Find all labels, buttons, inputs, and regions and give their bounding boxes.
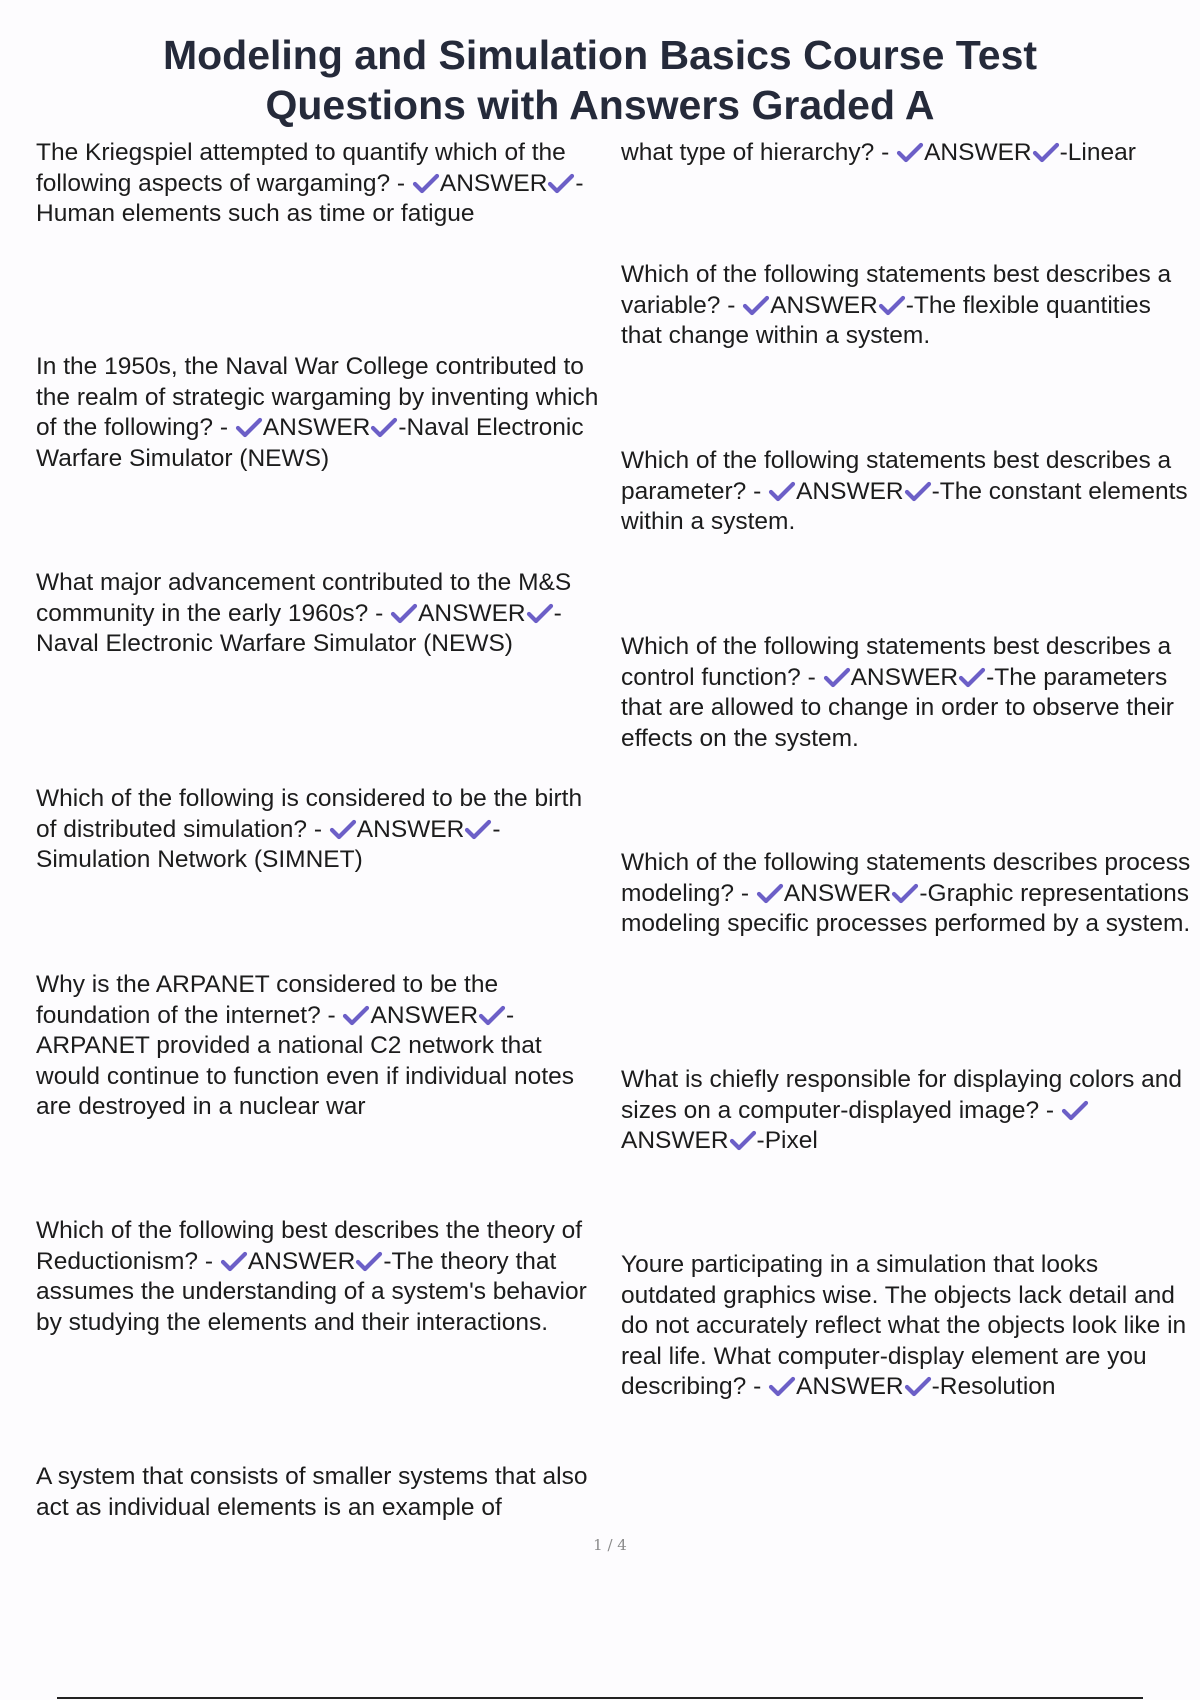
answer-label: ANSWER bbox=[418, 599, 526, 627]
checkmark-icon bbox=[904, 480, 932, 502]
question-item bbox=[36, 138, 608, 230]
answer-text: -The constant elements within a system. bbox=[621, 477, 1188, 535]
question-text: In the 1950s, the Naval War College contributed to the realm of strategic wargaming by inventing which of the following? - bbox=[36, 353, 599, 441]
question-item bbox=[621, 446, 1196, 538]
checkmark-icon bbox=[390, 602, 418, 624]
answer-text: -Resolution bbox=[931, 1373, 1056, 1400]
question-text: A system that consists of smaller systems that also act as individual elements is an example of bbox=[36, 1463, 588, 1521]
footer-divider bbox=[57, 1697, 1143, 1699]
answer-label: ANSWER bbox=[770, 291, 878, 319]
checkmark-icon bbox=[768, 480, 796, 502]
checkmark-icon bbox=[370, 416, 398, 438]
question-text: what type of hierarchy? - bbox=[621, 139, 890, 166]
answer-text: -Linear bbox=[1059, 139, 1136, 166]
checkmark-icon bbox=[729, 1129, 757, 1151]
checkmark-icon bbox=[235, 416, 263, 438]
answer-label: ANSWER bbox=[621, 1127, 729, 1154]
question-text: What major advancement contributed to the M&S community in the early 1960s? - bbox=[36, 569, 572, 627]
checkmark-icon bbox=[526, 602, 554, 624]
checkmark-icon bbox=[756, 882, 784, 904]
checkmark-icon bbox=[891, 882, 919, 904]
question-item bbox=[36, 1216, 608, 1338]
answer-label: ANSWER bbox=[796, 477, 904, 505]
checkmark-icon bbox=[478, 1004, 506, 1026]
question-item bbox=[621, 632, 1196, 754]
answer-text: -ARPANET provided a national C2 network that would continue to function even if individual notes are destroyed in a nuclear war bbox=[36, 1001, 574, 1120]
checkmark-icon bbox=[878, 294, 906, 316]
question-text: Which of the following statements best describes a control function? - bbox=[621, 633, 1172, 691]
checkmark-icon bbox=[355, 1250, 383, 1272]
checkmark-icon bbox=[904, 1375, 932, 1397]
checkmark-icon bbox=[1032, 141, 1060, 163]
answer-label: ANSWER bbox=[370, 1001, 479, 1029]
checkmark-icon bbox=[958, 666, 986, 688]
answer-label: ANSWER bbox=[247, 1247, 356, 1275]
answer-text: -The theory that assumes the understanding of a system's behavior by studying the elements and their interactions. bbox=[36, 1247, 587, 1336]
answer-text: -The parameters that are allowed to change in order to observe their effects on the system. bbox=[621, 663, 1174, 752]
checkmark-icon bbox=[342, 1004, 370, 1026]
checkmark-icon bbox=[823, 666, 851, 688]
question-text: Why is the ARPANET considered to be the foundation of the internet? - bbox=[36, 971, 499, 1029]
checkmark-icon bbox=[464, 818, 492, 840]
answer-label: ANSWER bbox=[796, 1373, 904, 1400]
document-title: Modeling and Simulation Basics Course Test Questions with Answers Graded A bbox=[162, 32, 1038, 128]
question-text: Which of the following best describes the theory of Reductionism? - bbox=[36, 1217, 583, 1275]
question-item bbox=[36, 568, 608, 660]
question-item bbox=[36, 1462, 608, 1523]
question-item bbox=[36, 970, 608, 1123]
question-text: Which of the following is considered to be the birth of distributed simulation? - bbox=[36, 785, 583, 843]
answer-text: -Simulation Network (SIMNET) bbox=[36, 815, 501, 873]
answer-text: -Pixel bbox=[756, 1127, 818, 1154]
question-item bbox=[36, 352, 608, 474]
answer-text: -Human elements such as time or fatigue bbox=[36, 169, 584, 227]
question-text: Which of the following statements best describes a parameter? - bbox=[621, 447, 1172, 505]
question-text: The Kriegspiel attempted to quantify which of the following aspects of wargaming? - bbox=[36, 139, 566, 197]
question-item bbox=[621, 1250, 1196, 1403]
answer-label: ANSWER bbox=[850, 663, 959, 691]
question-text: Which of the following statements best describes a variable? - bbox=[621, 261, 1172, 319]
question-item bbox=[621, 1065, 1196, 1157]
answer-label: ANSWER bbox=[356, 815, 465, 843]
question-item bbox=[621, 138, 1196, 169]
page-number: 1 / 4 bbox=[593, 1536, 627, 1554]
answer-text: -Graphic representations modeling specific processes performed by a system. bbox=[621, 879, 1191, 937]
answer-text: -Naval Electronic Warfare Simulator (NEWS) bbox=[36, 599, 562, 657]
checkmark-icon bbox=[1061, 1099, 1089, 1121]
answer-text: -Naval Electronic Warfare Simulator (NEWS) bbox=[36, 414, 584, 472]
question-item bbox=[621, 848, 1196, 940]
answer-label: ANSWER bbox=[924, 139, 1032, 166]
question-text: Youre participating in a simulation that looks outdated graphics wise. The objects lack detail and do not accurately reflect what the objects look like in real life. What computer-display element are you describing? - bbox=[621, 1251, 1187, 1400]
answer-label: ANSWER bbox=[262, 414, 371, 441]
checkmark-icon bbox=[412, 172, 440, 194]
answer-label: ANSWER bbox=[783, 879, 892, 907]
checkmark-icon bbox=[768, 1375, 796, 1397]
answer-text: -The flexible quantities that change within a system. bbox=[621, 291, 1151, 349]
checkmark-icon bbox=[547, 172, 575, 194]
question-item bbox=[621, 260, 1196, 352]
checkmark-icon bbox=[742, 294, 770, 316]
question-item bbox=[36, 784, 608, 876]
checkmark-icon bbox=[329, 818, 357, 840]
question-text: What is chiefly responsible for displaying colors and sizes on a computer-displayed image? - bbox=[621, 1066, 1183, 1124]
question-text: Which of the following statements describes process modeling? - bbox=[621, 849, 1191, 907]
checkmark-icon bbox=[896, 141, 924, 163]
answer-label: ANSWER bbox=[439, 169, 548, 197]
checkmark-icon bbox=[220, 1250, 248, 1272]
